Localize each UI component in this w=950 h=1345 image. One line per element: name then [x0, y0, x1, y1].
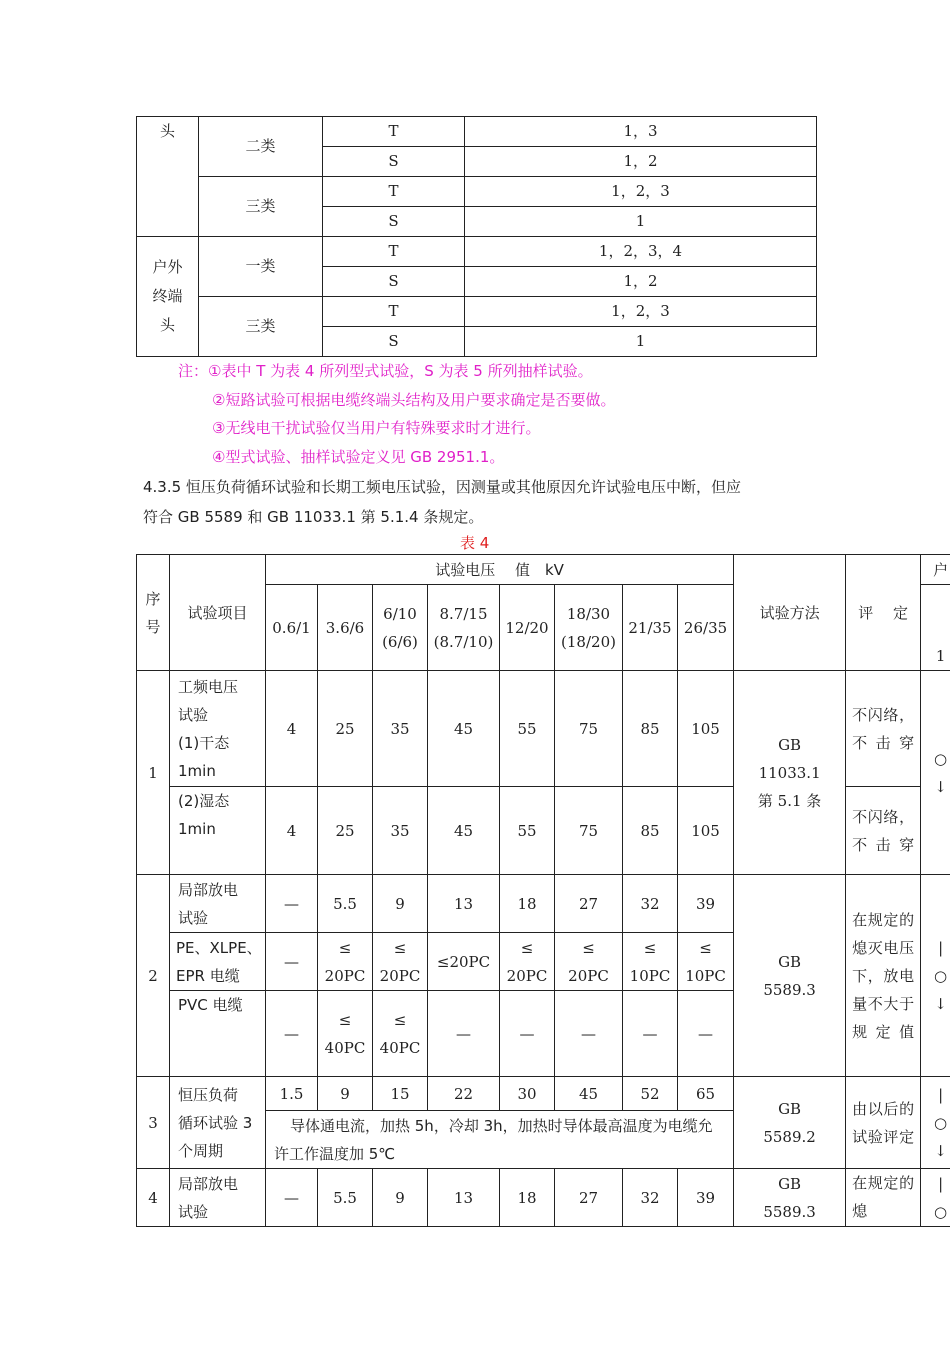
type-cell: S: [323, 267, 465, 297]
header-voltage-col: 0.6/1: [266, 585, 318, 671]
note-1: 注：①表中 T 为表 4 所列型式试验，S 为表 5 所列抽样试验。: [178, 362, 593, 380]
value-cell: ≤ 20PC: [500, 933, 555, 991]
header-voltage-col: 3.6/6: [318, 585, 373, 671]
test-category-table: [136, 116, 817, 357]
type-cell: S: [323, 147, 465, 177]
row-extra: | ○ ↓: [921, 875, 950, 1077]
value-cell: 75: [555, 787, 623, 875]
row-item: PVC 电缆: [170, 991, 266, 1077]
row-extra: ○ ↓: [921, 671, 950, 875]
value-cell: 45: [555, 1077, 623, 1111]
value-cell: 9: [373, 875, 428, 933]
header-voltage-col: 12/20: [500, 585, 555, 671]
items-cell: 1: [465, 207, 817, 237]
items-cell: 1，2: [465, 147, 817, 177]
header-extra-top: 户: [921, 555, 950, 585]
row-method: GB 5589.3: [734, 875, 846, 1077]
value-cell: ≤ 10PC: [623, 933, 678, 991]
value-cell: 22: [428, 1077, 500, 1111]
clause-4-3-5-line-1: 4.3.5 恒压负荷循环试验和长期工频电压试验，因测量或其他原因允许试验电压中断，但应: [143, 478, 741, 496]
row-extra: | ○: [921, 1169, 950, 1227]
header-eval: 评 定: [846, 555, 921, 671]
value-cell: 1.5: [266, 1077, 318, 1111]
note-2: ②短路试验可根据电缆终端头结构及用户要求确定是否要做。: [212, 391, 616, 409]
value-cell: —: [266, 1169, 318, 1227]
header-voltage-col: 18/30 (18/20): [555, 585, 623, 671]
value-cell: 13: [428, 1169, 500, 1227]
items-cell: 1，3: [465, 117, 817, 147]
row-eval: 由以后的试验评定: [846, 1077, 921, 1169]
value-cell: 5.5: [318, 1169, 373, 1227]
header-method: 试验方法: [734, 555, 846, 671]
value-cell: 27: [555, 1169, 623, 1227]
clause-4-3-5-line-2: 符合 GB 5589 和 GB 11033.1 第 5.1.4 条规定。: [143, 508, 484, 526]
row-eval: 在规定的熄灭电压下，放电量不大于规定值: [846, 875, 921, 1077]
value-cell: 32: [623, 875, 678, 933]
value-cell: —: [266, 991, 318, 1077]
header-item: 试验项目: [170, 555, 266, 671]
header-seq: 序 号: [137, 555, 170, 671]
value-cell: 5.5: [318, 875, 373, 933]
value-cell: 85: [623, 787, 678, 875]
row-seq: 2: [137, 875, 170, 1077]
row-item: (2)湿态 1min: [170, 787, 266, 875]
value-cell: ≤20PC: [428, 933, 500, 991]
value-cell: ≤ 20PC: [555, 933, 623, 991]
value-cell: 9: [373, 1169, 428, 1227]
row-seq: 1: [137, 671, 170, 875]
value-cell: 25: [318, 787, 373, 875]
value-cell: ≤ 40PC: [318, 991, 373, 1077]
type-cell: T: [323, 177, 465, 207]
class-cell: 三类: [199, 297, 323, 357]
note-3: ③无线电干扰试验仅当用户有特殊要求时才进行。: [212, 419, 541, 437]
value-cell: ≤ 40PC: [373, 991, 428, 1077]
value-cell: 65: [678, 1077, 734, 1111]
value-cell: ≤ 20PC: [318, 933, 373, 991]
items-cell: 1，2: [465, 267, 817, 297]
value-cell: —: [678, 991, 734, 1077]
value-cell: 105: [678, 671, 734, 787]
header-extra-sub: 1: [921, 585, 950, 671]
value-cell: 25: [318, 671, 373, 787]
value-cell: ≤ 10PC: [678, 933, 734, 991]
value-cell: 4: [266, 787, 318, 875]
group-cell: 头: [137, 117, 199, 237]
value-cell: 18: [500, 875, 555, 933]
value-cell: 4: [266, 671, 318, 787]
value-cell: —: [500, 991, 555, 1077]
table-4: [136, 554, 950, 1227]
value-cell: 39: [678, 875, 734, 933]
group-cell: 户外 终端 头: [137, 237, 199, 357]
value-cell: 105: [678, 787, 734, 875]
items-cell: 1，2，3: [465, 297, 817, 327]
type-cell: S: [323, 207, 465, 237]
header-voltage-col: 8.7/15 (8.7/10): [428, 585, 500, 671]
value-cell: 35: [373, 787, 428, 875]
row-method: GB 11033.1 第 5.1 条: [734, 671, 846, 875]
row-item: 工频电压 试验 (1)干态 1min: [170, 671, 266, 787]
value-cell: 75: [555, 671, 623, 787]
value-cell: —: [266, 875, 318, 933]
value-cell: 45: [428, 787, 500, 875]
value-cell: —: [428, 991, 500, 1077]
header-voltage-col: 21/35: [623, 585, 678, 671]
row-extra: | ○ ↓: [921, 1077, 950, 1169]
value-cell: —: [555, 991, 623, 1077]
value-cell: 55: [500, 787, 555, 875]
items-cell: 1，2，3，4: [465, 237, 817, 267]
row-method: GB 5589.3: [734, 1169, 846, 1227]
row-seq: 3: [137, 1077, 170, 1169]
type-cell: T: [323, 237, 465, 267]
type-cell: T: [323, 297, 465, 327]
row-eval: 在规定的熄: [846, 1169, 921, 1227]
row-eval: 不闪络，不击穿: [846, 787, 921, 875]
value-cell: 35: [373, 671, 428, 787]
header-voltage-col: 6/10 (6/6): [373, 585, 428, 671]
row-note: 导体通电流，加热 5h，冷却 3h，加热时导体最高温度为电缆允许工作温度加 5℃: [266, 1111, 734, 1169]
value-cell: 18: [500, 1169, 555, 1227]
value-cell: —: [623, 991, 678, 1077]
type-cell: S: [323, 327, 465, 357]
value-cell: 15: [373, 1077, 428, 1111]
value-cell: —: [266, 933, 318, 991]
items-cell: 1: [465, 327, 817, 357]
row-item: 局部放电 试验: [170, 875, 266, 933]
value-cell: 45: [428, 671, 500, 787]
value-cell: ≤ 20PC: [373, 933, 428, 991]
row-seq: 4: [137, 1169, 170, 1227]
header-voltage: 试验电压 值 kV: [266, 555, 734, 585]
class-cell: 二类: [199, 117, 323, 177]
value-cell: 32: [623, 1169, 678, 1227]
class-cell: 三类: [199, 177, 323, 237]
row-item: 局部放电 试验: [170, 1169, 266, 1227]
value-cell: 30: [500, 1077, 555, 1111]
value-cell: 27: [555, 875, 623, 933]
type-cell: T: [323, 117, 465, 147]
value-cell: 52: [623, 1077, 678, 1111]
note-4: ④型式试验、抽样试验定义见 GB 2951.1。: [212, 448, 505, 466]
value-cell: 9: [318, 1077, 373, 1111]
table-4-caption: 表 4: [460, 534, 490, 552]
row-item: 恒压负荷 循环试验 3 个周期: [170, 1077, 266, 1169]
header-voltage-col: 26/35: [678, 585, 734, 671]
row-method: GB 5589.2: [734, 1077, 846, 1169]
value-cell: 39: [678, 1169, 734, 1227]
items-cell: 1，2，3: [465, 177, 817, 207]
class-cell: 一类: [199, 237, 323, 297]
row-item: PE、XLPE、 EPR 电缆: [170, 933, 266, 991]
value-cell: 13: [428, 875, 500, 933]
row-eval: 不闪络，不击穿: [846, 671, 921, 787]
value-cell: 85: [623, 671, 678, 787]
value-cell: 55: [500, 671, 555, 787]
